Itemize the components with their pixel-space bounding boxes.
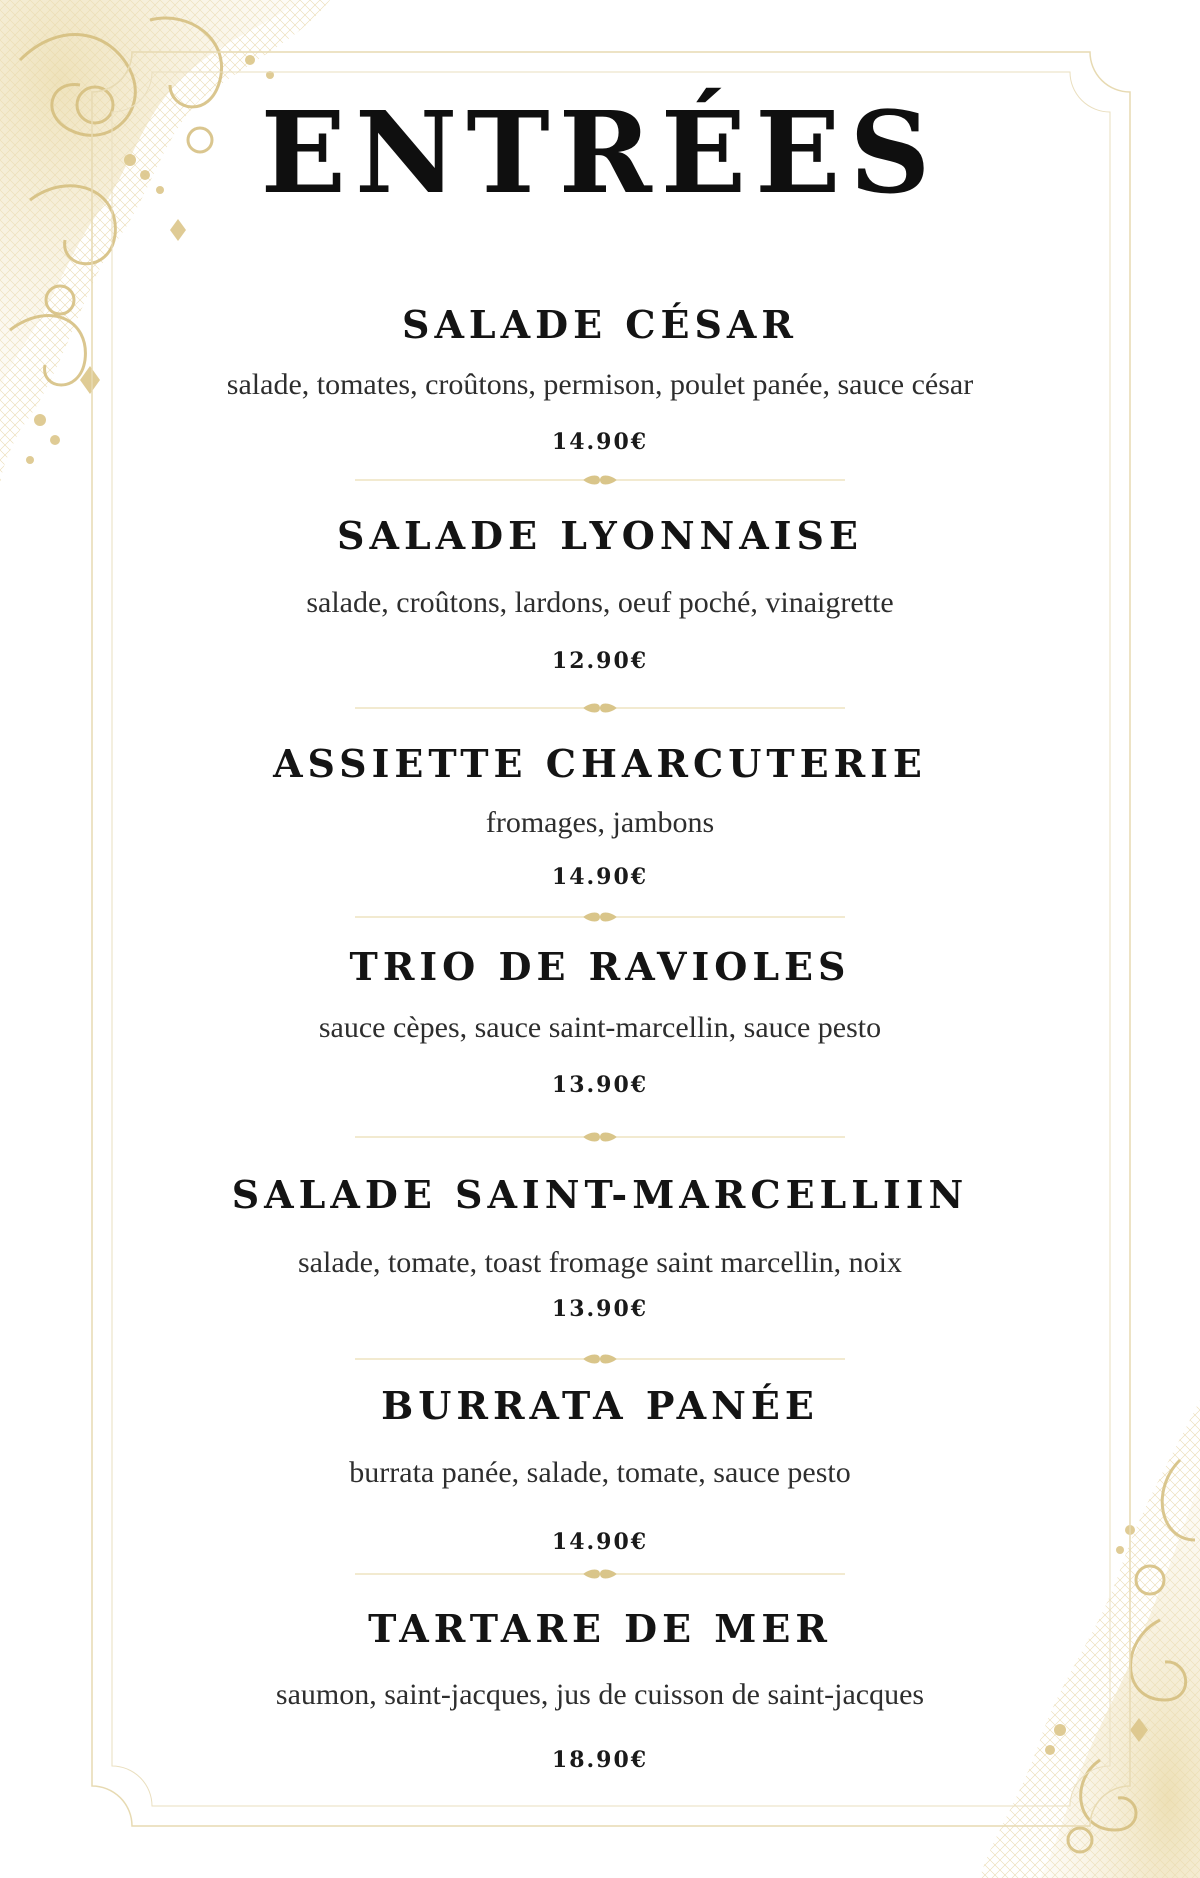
- dish-name: TARTARE DE MER: [368, 1606, 832, 1651]
- ornament-divider: [355, 1352, 845, 1366]
- dish-description: salade, tomate, toast fromage saint marcellin, noix: [298, 1246, 902, 1279]
- ornament-divider: [355, 910, 845, 924]
- dish-description: sauce cèpes, sauce saint-marcellin, sauce pesto: [318, 1011, 882, 1044]
- dish-name: ASSIETTE CHARCUTERIE: [273, 741, 927, 786]
- dish-name: SALADE LYONNAISE: [337, 513, 863, 558]
- dish-name: BURRATA PANÉE: [381, 1383, 819, 1428]
- dish-description: salade, croûtons, lardons, oeuf poché, vinaigrette: [306, 586, 894, 619]
- menu-title: ENTRÉES: [260, 88, 940, 219]
- ornament-divider: [355, 1130, 845, 1144]
- dish-description: burrata panée, salade, tomate, sauce pesto: [349, 1456, 851, 1489]
- dish-price: 14.90€: [551, 429, 649, 455]
- ornament-divider: [355, 473, 845, 487]
- dish-price: 14.90€: [551, 1529, 649, 1555]
- dish-name: SALADE SAINT-MARCELLIIN: [231, 1172, 969, 1217]
- dish-price: 14.90€: [551, 864, 649, 890]
- dish-description: saumon, saint-jacques, jus de cuisson de saint-jacques: [275, 1678, 925, 1711]
- dish-name: TRIO DE RAVIOLES: [349, 944, 851, 989]
- dish-price: 18.90€: [551, 1747, 649, 1773]
- dish-price: 13.90€: [551, 1072, 649, 1098]
- dish-price: 12.90€: [551, 648, 649, 674]
- ornament-divider: [355, 1567, 845, 1581]
- dish-price: 13.90€: [551, 1296, 649, 1322]
- dish-name: SALADE CÉSAR: [402, 302, 798, 347]
- dish-description: fromages, jambons: [485, 806, 715, 839]
- dish-description: salade, tomates, croûtons, permison, poulet panée, sauce césar: [226, 368, 974, 401]
- ornament-divider: [355, 701, 845, 715]
